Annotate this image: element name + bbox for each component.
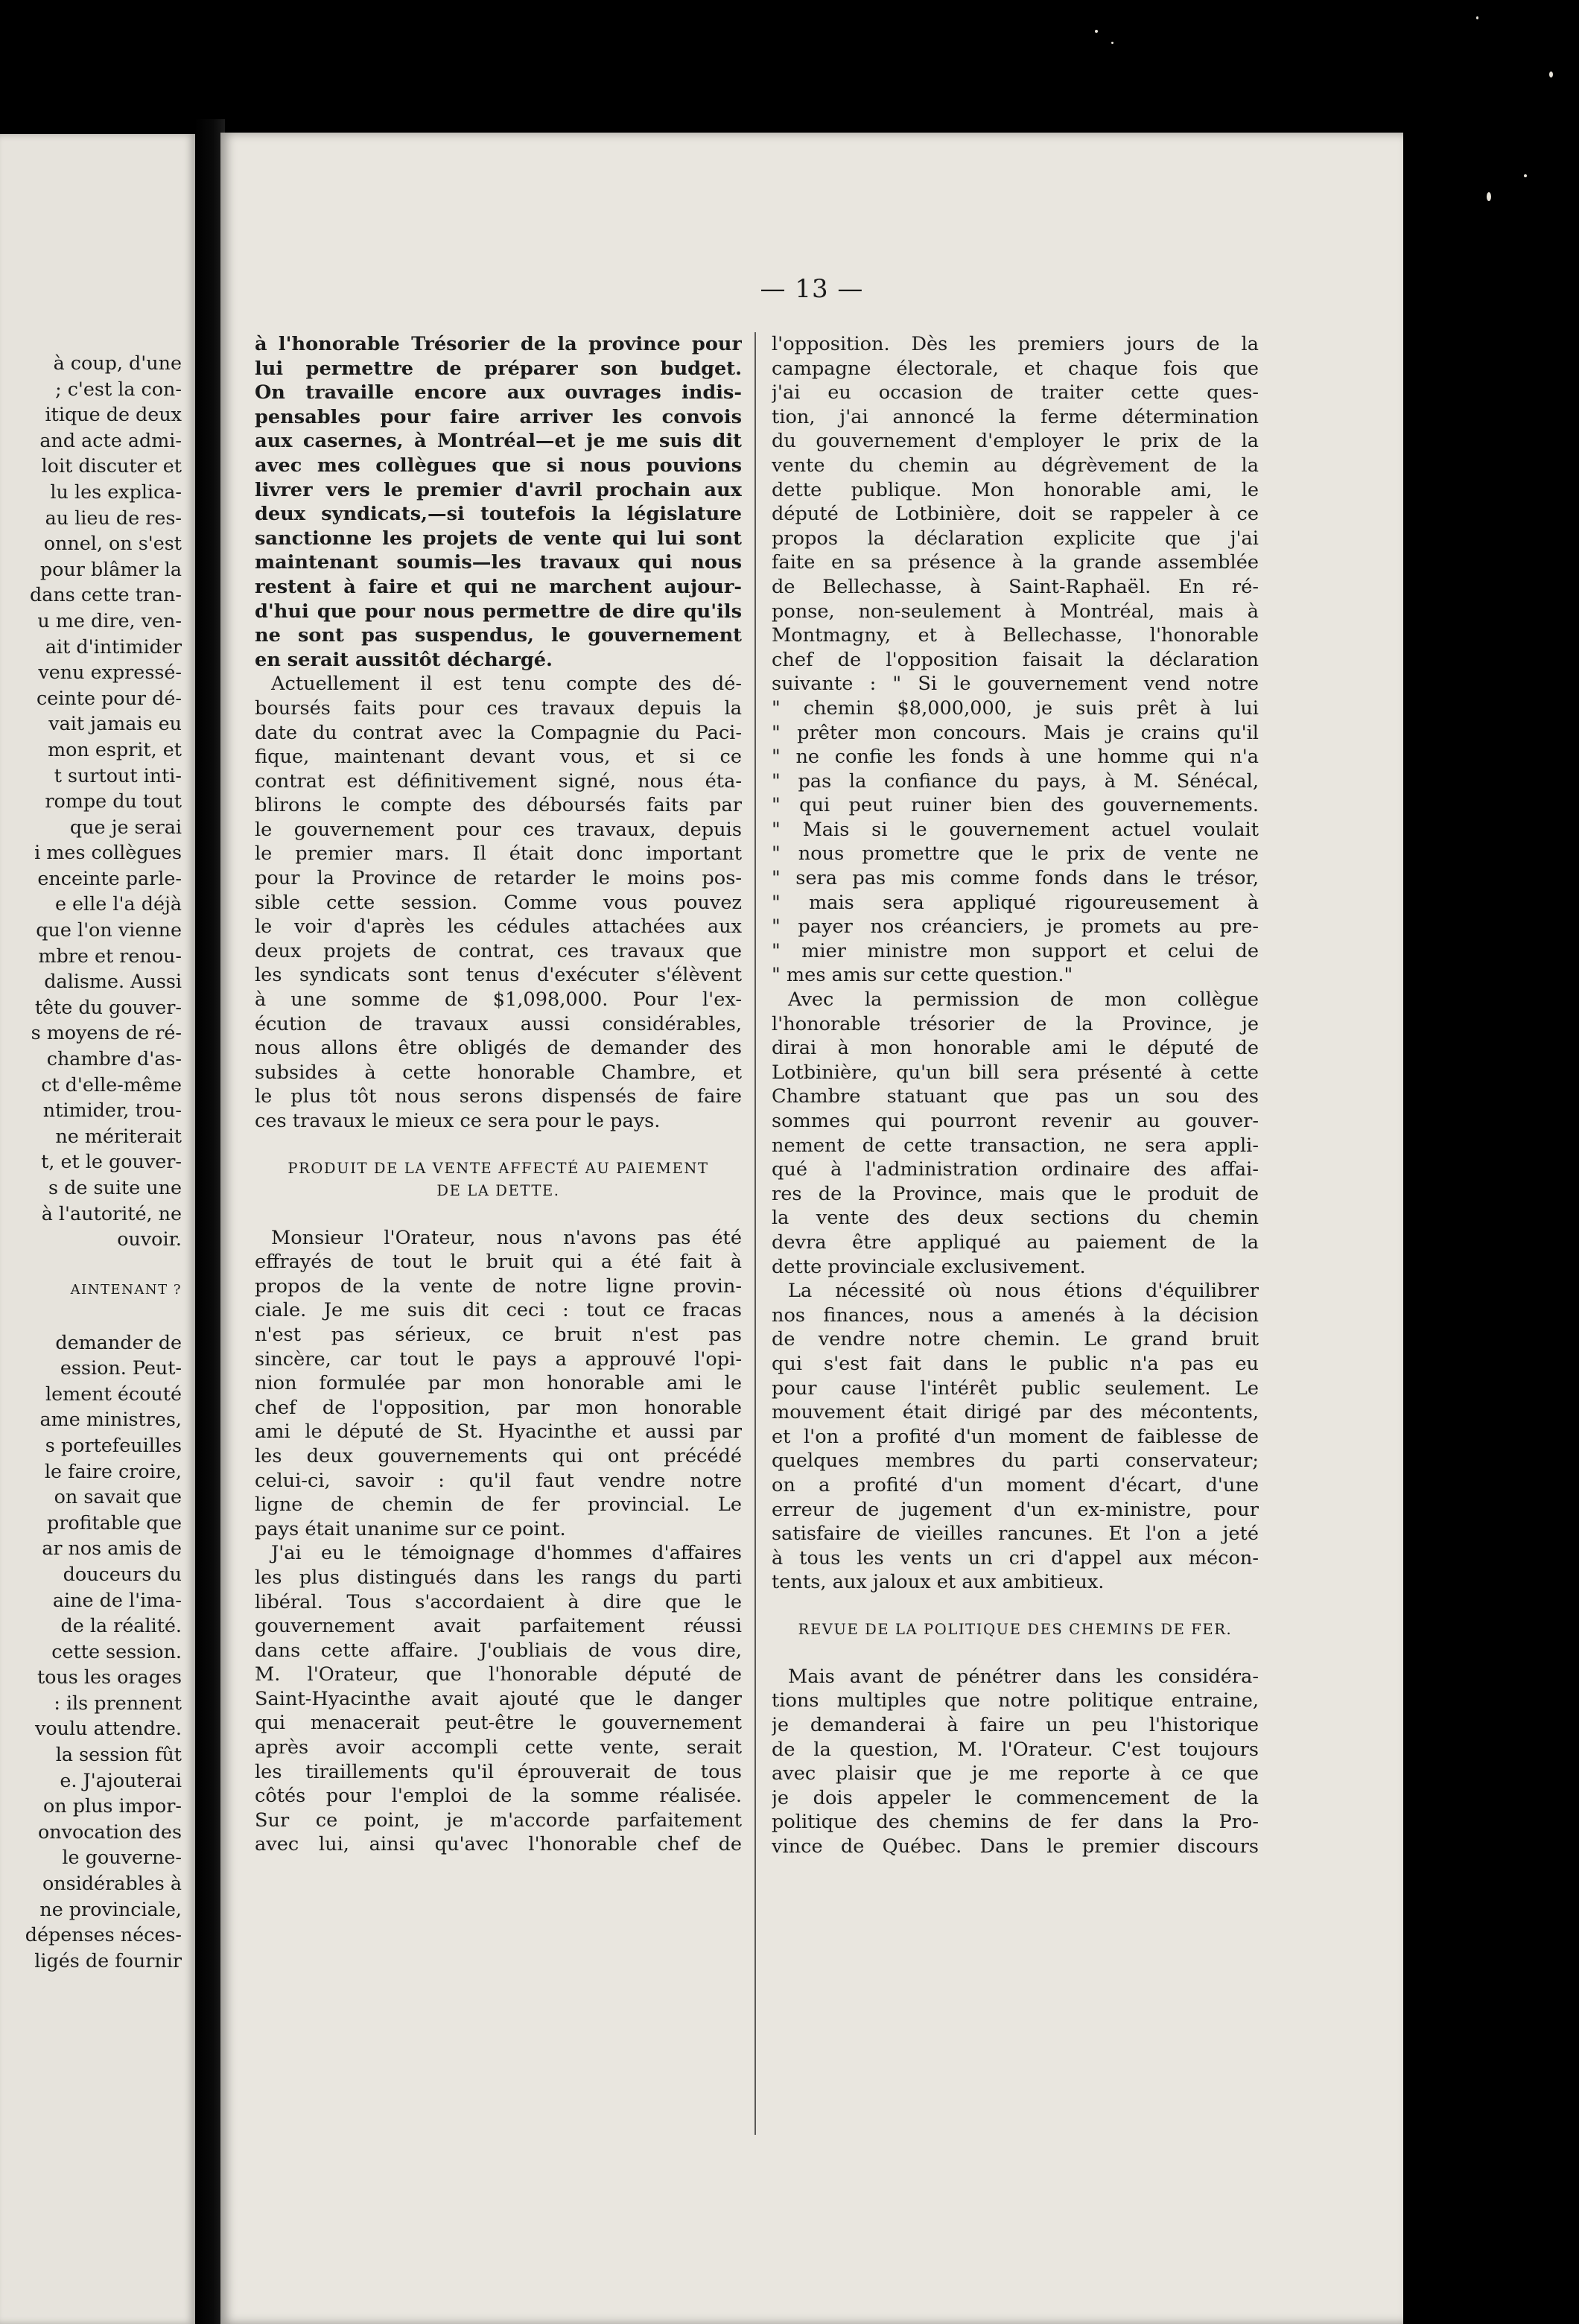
text-line: après avoir accompli cette vente, serait [255, 1736, 742, 1759]
text-line: les plus distingués dans les rangs du parti [255, 1566, 742, 1589]
previous-page-line: lu les explica- [50, 480, 182, 503]
text-line: de vendre notre chemin. Le grand bruit [772, 1328, 1259, 1351]
text-line: deux projets de contrat, ces travaux que [255, 939, 742, 962]
text-line: nos finances, nous a amenés à la décision [772, 1304, 1259, 1327]
previous-page-line: dépenses néces- [25, 1923, 182, 1946]
text-line: " chemin $8,000,000, je suis prêt à lui [772, 696, 1259, 720]
dust-speck [1111, 42, 1113, 44]
previous-page-line: ession. Peut- [60, 1356, 182, 1380]
text-line: maintenant soumis—les travaux qui nous [255, 551, 742, 574]
previous-page-line: on savait que [54, 1485, 182, 1508]
previous-page-line: de la réalité. [60, 1614, 182, 1637]
text-line: qui menacerait peut-être le gouvernement [255, 1712, 742, 1735]
text-line: deux syndicats,—si toutefois la législature [255, 503, 742, 526]
text-line: Mais avant de pénétrer dans les considéra- [788, 1665, 1259, 1688]
text-line: chef de l'opposition faisait la déclaration [772, 648, 1259, 671]
previous-page-line: s portefeuilles [45, 1433, 182, 1456]
text-line: Montmagny, et à Bellechasse, l'honorable [772, 624, 1259, 647]
left-paragraph-1 [255, 332, 742, 672]
heading-line: PRODUIT DE LA VENTE AFFECTÉ AU PAIEMENT [287, 1159, 709, 1177]
previous-page-text [0, 350, 182, 1973]
text-line: Actuellement il est tenu compte des dé- [271, 673, 742, 696]
right-paragraph-2 [772, 988, 1259, 1279]
text-line: député de Lotbinière, doit se rappeler à ce [772, 503, 1259, 526]
text-line: " ne confie les fonds à une homme qui n'a [772, 746, 1259, 769]
previous-page-line: ame ministres, [39, 1408, 182, 1431]
text-line: " prêter mon concours. Mais je crains qu'il [772, 721, 1259, 744]
text-line: ligne de chemin de fer provincial. Le [255, 1493, 742, 1517]
previous-page-line: s moyens de ré- [31, 1021, 182, 1044]
text-line: mouvement était dirigé par des mécontents, [772, 1401, 1259, 1424]
previous-page-line: demander de [55, 1330, 182, 1353]
text-line: pays était unanime sur ce point. [255, 1517, 566, 1540]
text-line: fique, maintenant devant vous, et si ce [255, 746, 742, 769]
text-line: Lotbinière, qu'un bill sera présenté à cette [772, 1061, 1259, 1084]
text-line: en serait aussitôt déchargé. [255, 648, 553, 671]
previous-page-line: vait jamais eu [48, 712, 182, 735]
previous-page-line: tous les orages [36, 1666, 182, 1689]
text-line: de Bellechasse, à Saint-Raphaël. En ré- [772, 575, 1259, 598]
text-line: Monsieur l'Orateur, nous n'avons pas été [271, 1226, 742, 1249]
text-line: vente du chemin au dégrèvement de la [772, 454, 1259, 477]
text-line: nous allons être obligés de demander des [255, 1037, 742, 1060]
text-line: côtés pour l'emploi de la somme réalisée. [255, 1785, 742, 1808]
text-line: qui s'est fait dans le public n'a pas eu [772, 1352, 1259, 1375]
previous-page-line: dans cette tran- [29, 583, 182, 606]
previous-page-line: que l'on vienne [36, 918, 182, 942]
text-line: blirons le compte des déboursés faits par [255, 794, 742, 817]
previous-page-line: onvocation des [38, 1820, 182, 1843]
text-line: avec plaisir que je me reporte à ce que [772, 1762, 1259, 1785]
previous-page-line: voulu attendre. [35, 1717, 182, 1740]
text-line: " sera pas mis comme fonds dans le trésor, [772, 867, 1259, 890]
previous-page-line: mbre et renou- [38, 944, 182, 967]
text-line: lui permettre de préparer son budget. [255, 357, 742, 380]
text-line: dirai à mon honorable ami le député de [772, 1037, 1259, 1060]
previous-page-line: la session fût [55, 1743, 182, 1766]
text-line: libéral. Tous s'accordaient à dire que le [255, 1590, 742, 1613]
left-paragraph-2 [255, 672, 742, 1133]
right-paragraph-4 [772, 1665, 1259, 1859]
previous-page-line: pour blâmer la [39, 557, 182, 580]
previous-page-line: : ils prennent [54, 1691, 182, 1714]
text-line: boursés faits pour ces travaux depuis la [255, 696, 742, 720]
right-paragraph-1 [772, 332, 1259, 988]
previous-page-line: ceinte pour dé- [36, 686, 182, 709]
text-line: " qui peut ruiner bien des gouvernements. [772, 794, 1259, 817]
text-line: l'opposition. Dès les premiers jours de la [772, 333, 1259, 355]
previous-page-line: ne mériterait [55, 1124, 182, 1147]
previous-page-line: ouvoir. [117, 1228, 182, 1251]
text-line: satisfaire de vieilles rancunes. Et l'on a jeté [772, 1523, 1259, 1546]
right-section-heading [772, 1619, 1259, 1641]
previous-page-line: le gouverne- [62, 1846, 182, 1869]
text-line: écution de travaux aussi considérables, [255, 1012, 742, 1035]
text-line: ciale. Je me suis dit ceci : tout ce fracas [255, 1299, 742, 1322]
text-line: le voir d'après les cédules attachées aux [255, 915, 742, 939]
previous-page-line: mon esprit, et [48, 737, 182, 761]
previous-page-line: ct d'elle-même [41, 1073, 182, 1096]
text-line: le premier mars. Il était donc important [255, 842, 742, 866]
previous-page-line: profitable que [46, 1511, 182, 1534]
previous-page-line: le faire croire, [44, 1459, 182, 1482]
text-line: avec mes collègues que si nous pouvions [255, 454, 742, 477]
text-line: d'hui que pour nous permettre de dire qu'ils [255, 600, 742, 623]
text-line: ne sont pas suspendus, le gouvernement [255, 624, 742, 647]
text-line: erreur de jugement d'un ex-ministre, pour [772, 1498, 1259, 1521]
column-divider [754, 332, 756, 2135]
text-line: subsides à cette honorable Chambre, et [255, 1061, 742, 1084]
previous-page-line: ne provinciale, [39, 1897, 182, 1920]
text-line: " mais sera appliqué rigoureusement à [772, 891, 1259, 914]
text-line: à l'honorable Trésorier de la province pour [255, 333, 742, 355]
text-line: sible cette session. Comme vous pouvez [255, 891, 742, 914]
previous-page-line: chambre d'as- [46, 1047, 182, 1070]
text-line: " mes amis sur cette question." [772, 964, 1073, 987]
page-number: — 13 — [760, 274, 864, 304]
text-line: le plus tôt nous serons dispensés de faire [255, 1085, 742, 1108]
dust-speck [1476, 16, 1478, 19]
dust-speck [1549, 72, 1553, 77]
previous-page-line: e. J'ajouterai [60, 1768, 182, 1791]
text-line: " pas la confiance du pays, à M. Sénécal, [772, 769, 1259, 793]
previous-page-line: enceinte parle- [37, 866, 182, 889]
text-line: tion, j'ai annoncé la ferme détermination [772, 405, 1259, 428]
previous-page-line: que je serai [69, 815, 182, 838]
text-line: sincère, car tout le pays a approuvé l'opi- [255, 1347, 742, 1371]
text-line: " nous promettre que le prix de vente ne [772, 842, 1259, 866]
dust-speck [1487, 192, 1491, 201]
text-line: effrayés de tout le bruit qui a été fait à [255, 1251, 742, 1274]
right-paragraph-3 [772, 1279, 1259, 1595]
text-line: ces travaux le mieux ce sera pour le pays. [255, 1110, 661, 1132]
text-line: dans cette affaire. J'oubliais de vous dire, [255, 1639, 742, 1662]
text-line: tents, aux jaloux et aux ambitieux. [772, 1571, 1105, 1594]
previous-page-line: à coup, d'une [53, 352, 182, 374]
previous-page-line: cette session. [51, 1639, 182, 1663]
previous-page-line: rompe du tout [45, 790, 182, 813]
left-paragraph-3 [255, 1226, 742, 1542]
text-line: nement de cette transaction, ne sera appli- [772, 1134, 1259, 1157]
text-line: chef de l'opposition, par mon honorable [255, 1396, 742, 1419]
text-line: Avec la permission de mon collègue [788, 988, 1259, 1012]
previous-page-line: onnel, on s'est [43, 532, 182, 555]
left-section-heading [255, 1158, 742, 1202]
text-line: à une somme de $1,098,000. Pour l'ex- [255, 988, 742, 1012]
text-line: dette provinciale exclusivement. [772, 1255, 1086, 1278]
right-column [772, 332, 1259, 1859]
text-line: suivante : " Si le gouvernement vend notre [772, 673, 1259, 696]
text-line: du gouvernement d'employer le prix de la [772, 430, 1259, 453]
previous-page-line: dalisme. Aussi [44, 970, 182, 993]
text-line: " payer nos créanciers, je promets au pre- [772, 915, 1259, 939]
text-line: de la question, M. l'Orateur. C'est toujours [772, 1738, 1259, 1761]
text-line: La nécessité où nous étions d'équilibrer [788, 1280, 1259, 1303]
text-line: Saint-Hyacinthe avait ajouté que le danger [255, 1687, 742, 1710]
text-line: qué à l'administration ordinaire des affai- [772, 1158, 1259, 1181]
previous-page-line: ar nos amis de [42, 1537, 182, 1560]
dust-speck [1095, 30, 1098, 33]
text-line: faite en sa présence à la grande assemblée [772, 551, 1259, 574]
previous-page-line: t, et le gouver- [41, 1150, 182, 1173]
text-line: propos la déclaration explicite que j'ai [772, 527, 1259, 550]
text-line: livrer vers le premier d'avril prochain aux [255, 478, 742, 501]
text-line: la vente des deux sections du chemin [772, 1207, 1259, 1230]
text-line: politique des chemins de fer dans la Pro- [772, 1811, 1259, 1834]
left-column [255, 332, 742, 1857]
text-line: campagne électorale, et chaque fois que [772, 357, 1259, 380]
previous-page-line: au lieu de res- [45, 506, 182, 529]
previous-page-line: lement écouté [45, 1382, 182, 1405]
previous-page-line: t surtout inti- [54, 763, 182, 787]
left-paragraph-4 [255, 1541, 742, 1857]
text-line: tions multiples que notre politique entraine, [772, 1689, 1259, 1712]
text-line: vince de Québec. Dans le premier discours [772, 1835, 1259, 1858]
text-line: gouvernement avait parfaitement réussi [255, 1615, 742, 1638]
text-line: devra être appliqué au paiement de la [772, 1231, 1259, 1254]
text-line: aux casernes, à Montréal—et je me suis dit [255, 430, 742, 453]
text-line: le gouvernement pour ces travaux, depuis [255, 818, 742, 841]
text-line: avec lui, ainsi qu'avec l'honorable chef de [255, 1833, 742, 1856]
heading-line: REVUE DE LA POLITIQUE DES CHEMINS DE FER. [798, 1620, 1233, 1638]
text-line: On travaille encore aux ouvrages indis- [255, 381, 742, 404]
previous-page-line: u me dire, ven- [37, 609, 182, 632]
text-line: les tiraillements qu'il éprouverait de tous [255, 1760, 742, 1783]
previous-page-line: ; c'est la con- [55, 377, 182, 400]
text-line: " Mais si le gouvernement actuel voulait [772, 818, 1259, 841]
text-line: j'ai eu occasion de traiter cette ques- [772, 381, 1259, 404]
text-line: date du contrat avec la Compagnie du Paci- [255, 721, 742, 744]
text-line: les syndicats sont tenus d'exécuter s'élèvent [255, 964, 742, 987]
previous-page-edge [0, 134, 195, 2324]
text-line: à tous les vents un cri d'appel aux mécon- [772, 1546, 1259, 1569]
text-line: dette publique. Mon honorable ami, le [772, 478, 1259, 501]
previous-page-line [0, 1252, 182, 1278]
page [220, 133, 1403, 2324]
text-line: celui-ci, savoir : qu'il faut vendre notre [255, 1469, 742, 1492]
text-line: nion formulée par mon honorable ami le [255, 1372, 742, 1395]
dust-speck [1524, 174, 1527, 177]
previous-page-line: s de suite une [48, 1176, 182, 1198]
previous-page-line: ait d'intimider [45, 635, 182, 658]
text-line: n'est pas sérieux, ce bruit n'est pas [255, 1323, 742, 1346]
text-line: J'ai eu le témoignage d'hommes d'affaires [271, 1542, 742, 1565]
text-line: " mier ministre mon support et celui de [772, 939, 1259, 962]
previous-page-line: aine de l'ima- [52, 1588, 182, 1611]
text-line: pensables pour faire arriver les convois [255, 405, 742, 428]
previous-page-line: loit discuter et [41, 454, 182, 477]
heading-line: DE LA DETTE. [436, 1181, 560, 1199]
text-line: ami le député de St. Hyacinthe et aussi par [255, 1420, 742, 1444]
text-line: Sur ce point, je m'accorde parfaitement [255, 1809, 742, 1832]
previous-page-line: e elle l'a déjà [54, 892, 182, 915]
previous-page-line: i mes collègues [34, 841, 182, 864]
text-line: res de la Province, mais que le produit de [772, 1182, 1259, 1205]
text-line: sommes qui pourront revenir au gouver- [772, 1110, 1259, 1132]
previous-page-line: and acte admi- [39, 428, 182, 451]
text-line: quelques membres du parti conservateur; [772, 1450, 1259, 1473]
previous-page-line: ligés de fournir [34, 1949, 182, 1972]
previous-page-line: venu expressé- [38, 661, 182, 684]
previous-page-line: on plus impor- [43, 1794, 182, 1817]
text-line: sanctionne les projets de vente qui lui sont [255, 527, 742, 550]
text-line: je demanderai à faire un peu l'historique [772, 1714, 1259, 1737]
previous-page-line: itique de deux [45, 403, 182, 426]
text-line: je dois appeler le commencement de la [772, 1786, 1259, 1809]
text-line: et l'on a profité d'un moment de faiblesse de [772, 1425, 1259, 1448]
text-line: pour cause l'intérêt public seulement. Le [772, 1377, 1259, 1400]
text-line: pour la Province de retarder le moins pos- [255, 867, 742, 890]
text-line: l'honorable trésorier de la Province, je [772, 1012, 1259, 1035]
previous-page-line: tête du gouver- [34, 995, 182, 1018]
previous-page-line [0, 1304, 182, 1330]
previous-page-line: à l'autorité, ne [41, 1201, 182, 1225]
text-line: les deux gouvernements qui ont précédé [255, 1444, 742, 1467]
text-line: propos de la vente de notre ligne provin- [255, 1274, 742, 1298]
previous-page-line: AINTENANT ? [70, 1282, 182, 1298]
text-line: M. l'Orateur, que l'honorable député de [255, 1663, 742, 1686]
text-line: ponse, non-seulement à Montréal, mais à [772, 600, 1259, 623]
previous-page-line: douceurs du [63, 1562, 182, 1585]
text-line: Chambre statuant que pas un sou des [772, 1085, 1259, 1108]
text-line: on a profité d'un moment d'écart, d'une [772, 1473, 1259, 1496]
text-line: contrat est définitivement signé, nous éta- [255, 769, 742, 793]
previous-page-line: onsidérables à [42, 1872, 182, 1895]
text-line: restent à faire et qui ne marchent aujour- [255, 575, 742, 598]
previous-page-line: ntimider, trou- [42, 1099, 182, 1122]
